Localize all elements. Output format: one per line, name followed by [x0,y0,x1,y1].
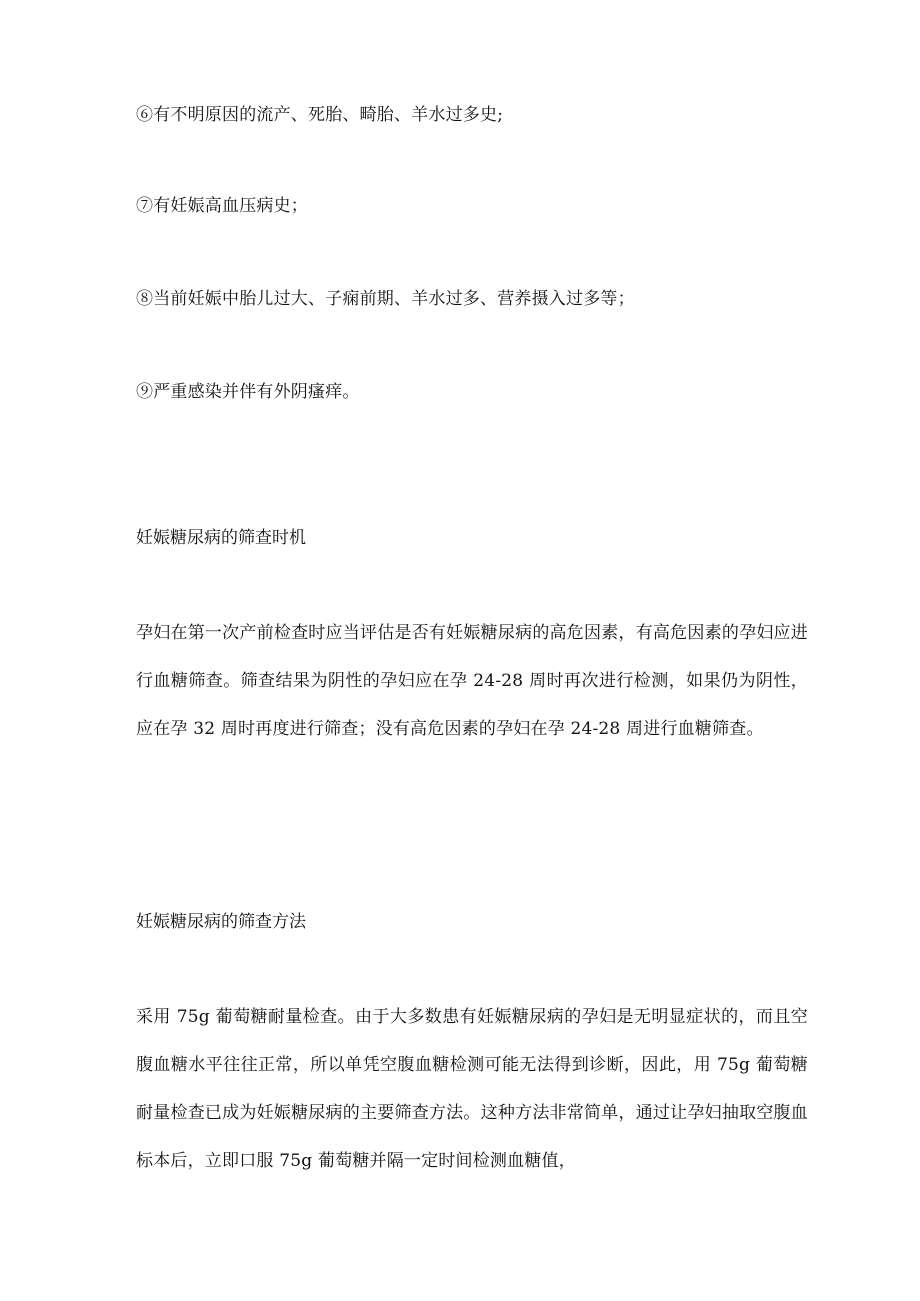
list-item-9: ⑨严重感染并伴有外阴瘙痒。 [136,382,360,402]
list-item-6: ⑥有不明原因的流产、死胎、畸胎、羊水过多史; [136,105,504,125]
section-heading-screening-method: 妊娠糖尿病的筛查方法 [136,912,306,932]
section-heading-screening-timing: 妊娠糖尿病的筛查时机 [136,528,306,548]
list-item-8: ⑧当前妊娠中胎儿过大、子痫前期、羊水过多、营养摄入过多等； [136,289,635,309]
paragraph-screening-timing: 孕妇在第一次产前检查时应当评估是否有妊娠糖尿病的高危因素，有高危因素的孕妇应进行血糖筛查。筛查结果为阴性的孕妇应在孕 24-28 周时再次进行检测，如果仍为阴性，应在孕 32 周时再度进行筛查；没有高危因素的孕妇在孕 24-28 周进行血糖筛查。 [136,623,808,739]
paragraph-screening-method: 采用 75g 葡萄糖耐量检查。由于大多数患有妊娠糖尿病的孕妇是无明显症状的，而且空腹血糖水平往往正常，所以单凭空腹血糖检测可能无法得到诊断，因此，用 75g 葡萄糖耐量检查已成为妊娠糖尿病的主要筛查方法。这种方法非常简单，通过让孕妇抽取空腹血标本后，立即口服 75g 葡萄糖并隔一定时间检测血糖值， [136,1007,808,1171]
list-item-7: ⑦有妊娠高血压病史； [136,196,308,216]
